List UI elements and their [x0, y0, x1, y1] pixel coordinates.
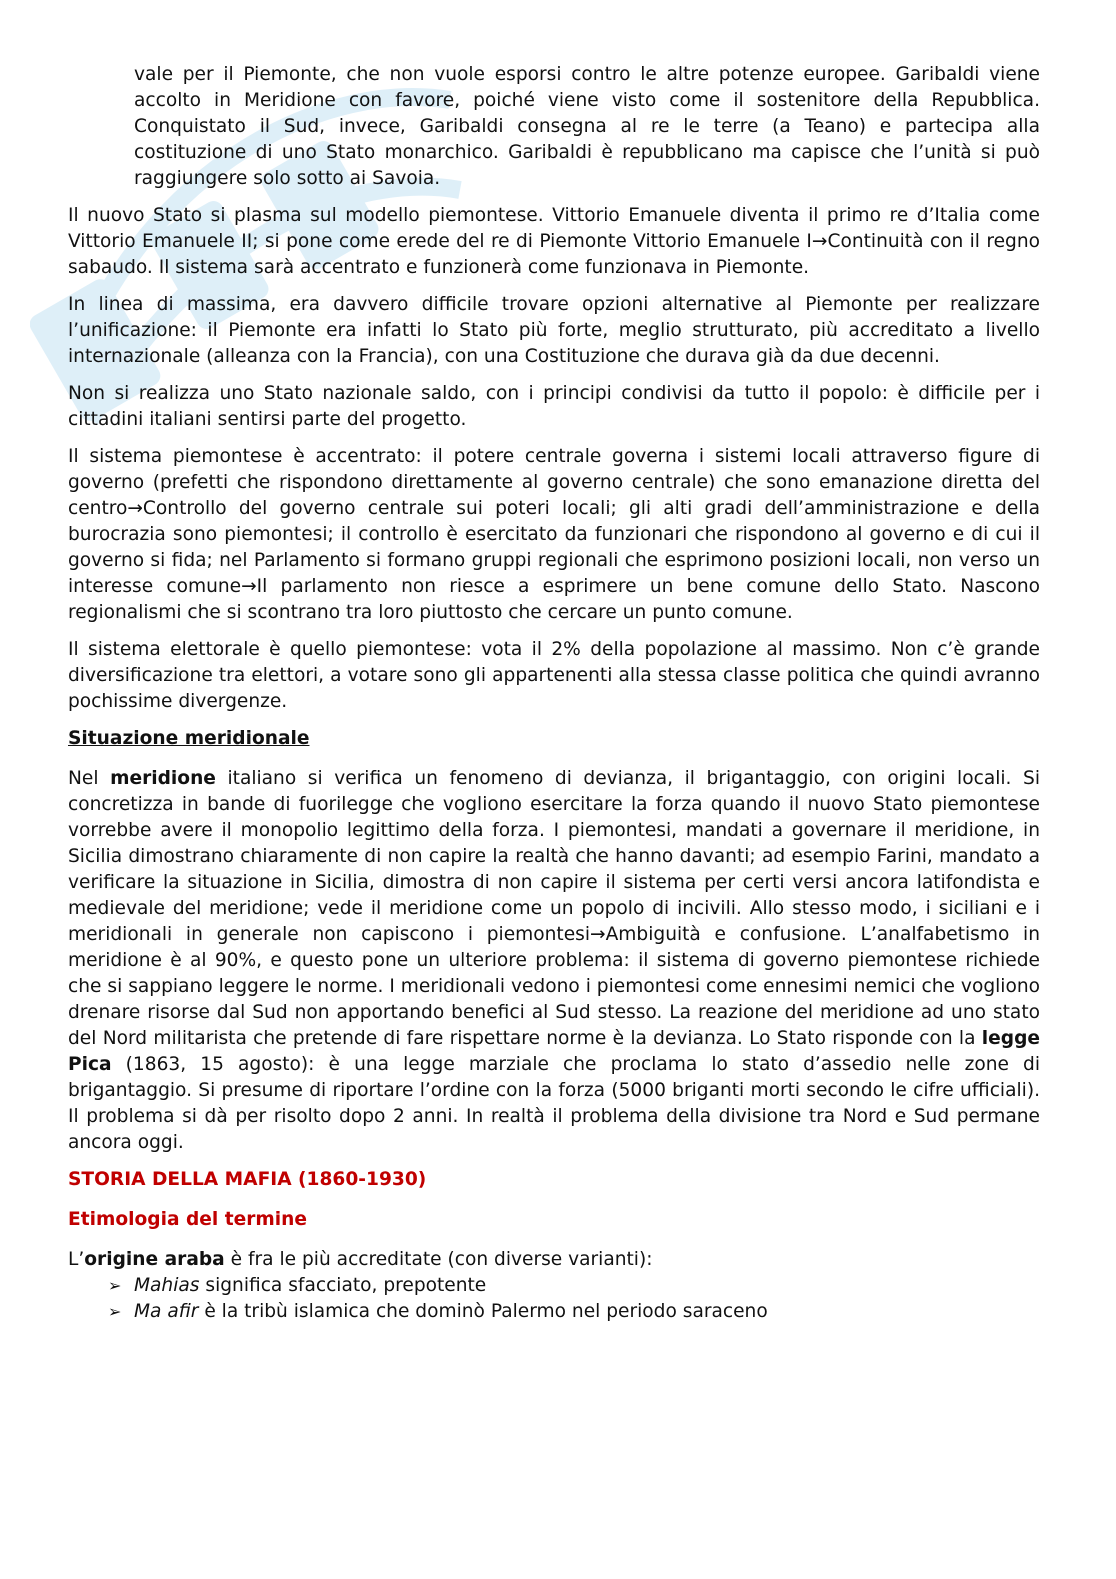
paragraph-piemonte-unificazione: In linea di massima, era davvero difficile trovare opzioni alternative al Piemonte per realizzare l’unificazione: il Piemonte era infatti lo Stato più forte, meglio strutturato, più accreditato a livello internazionale (alleanza con la Francia), con una Costituzione che durava già da due decenni.	[68, 294, 1040, 367]
paragraph-nuovo-stato: Il nuovo Stato si plasma sul modello piemontese. Vittorio Emanuele diventa il primo re d’Italia come Vittorio Emanuele II; si pone come erede del re di Piemonte Vittorio Emanuele I→Continuità con il regno sabaudo. Il sistema sarà accentrato e funzionerà come funzionava in Piemonte.	[68, 205, 1040, 278]
paragraph-origine-araba	[68, 1247, 1040, 1273]
list-item-text: significa sfacciato, prepotente	[199, 1275, 487, 1296]
heading-situazione-meridionale: Situazione meridionale	[68, 728, 310, 749]
paragraph-meridione	[68, 766, 1040, 1156]
meridione-bold-term: meridione	[110, 768, 216, 789]
arrow-bullet-icon: ➢	[108, 1302, 122, 1321]
list-item-italic: Ma afir	[134, 1301, 199, 1322]
heading-etimologia: Etimologia del termine	[68, 1209, 307, 1230]
paragraph-sistema-accentrato: Il sistema piemontese è accentrato: il potere centrale governa i sistemi locali attraverso figure di governo (prefetti che rispondono direttamente al governo centrale) che sono emanazione diretta del centro→Controllo del governo centrale sui poteri locali; gli alti gradi dell’amministrazione e della burocrazia sono piemontesi; il controllo è esercitato da funzionari che rispondono al governo e di cui il governo si fida; nel Parlamento si formano gruppi regionali che esprimono posizioni locali, non verso un interesse comune→Il parlamento non riesce a esprimere un bene comune dello Stato. Nascono regionalismi che si scontrano tra loro piuttosto che cercare un punto comune.	[68, 446, 1040, 623]
list-item	[108, 1299, 1040, 1325]
document-page	[68, 62, 1040, 1325]
meridione-text-a: italiano si verifica un fenomeno di devianza, il brigantaggio, con origini locali. Si concretizza in bande di fuorilegge che vogliono esercitare la forza quando il nuovo Stato piemontese vorrebbe avere il monopolio legittimo della forza. I piemontesi, mandati a governare il meridione, in Sicilia dimostrano chiaramente di non capire la realtà che hanno davanti; ad esempio Farini, mandato a verificare la situazione in Sicilia, dimostra di non capire il sistema per certi versi ancora latifondista e medievale del meridione; vede il meridione come un popolo di incivili. Allo stesso modo, i siciliani e i meridionali in generale non capiscono i piemontesi→Ambiguità e confusione. L’analfabetismo in meridione è al 90%, e questo pone un ulteriore problema: il sistema di governo piemontese richiede che si sappiano leggere le norme. I meridionali vedono i piemontesi come ennesimi nemici che vogliono drenare risorse dal Sud non apportando benefici al Sud stesso. La reazione del meridione ad uno stato del Nord militarista che pretende di fare rispettare norme è la devianza. Lo Stato risponde con la	[68, 768, 1040, 1049]
arrow-bullet-icon: ➢	[108, 1276, 122, 1295]
list-item	[108, 1273, 1040, 1299]
paragraph-stato-nazionale: Non si realizza uno Stato nazionale saldo, con i principi condivisi da tutto il popolo: è difficile per i cittadini italiani sentirsi parte del progetto.	[68, 383, 1040, 430]
list-item-italic: Mahias	[134, 1275, 200, 1296]
origine-bold-term: origine araba	[84, 1249, 225, 1270]
meridione-text-b: (1863, 15 agosto): è una legge marziale che proclama lo stato d’assedio nelle zone di brigantaggio. Si presume di riportare l’ordine con la forza (5000 briganti morti secondo le cifre ufficiali). Il problema si dà per risolto dopo 2 anni. In realtà il problema della divisione tra Nord e Sud permane ancora oggi.	[68, 1054, 1040, 1153]
etymology-list	[68, 1273, 1040, 1325]
paragraph-garibaldi: vale per il Piemonte, che non vuole esporsi contro le altre potenze europee. Garibaldi viene accolto in Meridione con favore, poiché viene visto come il sostenitore della Repubblica. Conquistato il Sud, invece, Garibaldi consegna al re le terre (a Teano) e partecipa alla costituzione di uno Stato monarchico. Garibaldi è repubblicano ma capisce che l’unità si può raggiungere solo sotto ai Savoia.	[134, 64, 1040, 189]
origine-prefix: L’	[68, 1249, 85, 1270]
heading-storia-mafia: STORIA DELLA MAFIA (1860-1930)	[68, 1169, 427, 1190]
meridione-intro: Nel	[68, 768, 111, 789]
paragraph-sistema-elettorale: Il sistema elettorale è quello piemontese: vota il 2% della popolazione al massimo. Non c’è grande diversificazione tra elettori, a votare sono gli appartenenti alla stessa classe politica che quindi avranno pochissime divergenze.	[68, 639, 1040, 712]
legge-pica-bold-term: legge Pica	[68, 1028, 1040, 1075]
list-item-text: è la tribù islamica che dominò Palermo nel periodo saraceno	[198, 1301, 768, 1322]
origine-suffix: è fra le più accreditate (con diverse varianti):	[224, 1249, 653, 1270]
